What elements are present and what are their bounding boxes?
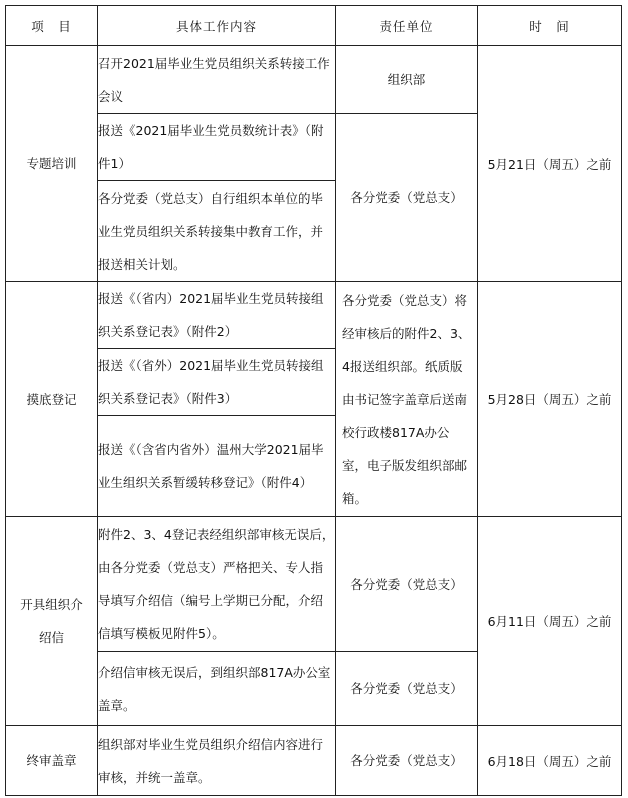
work-cell: 报送《（含省内省外）温州大学2021届毕业生组织关系暂缓转移登记》（附件4） bbox=[98, 416, 336, 517]
time-cell: 5月21日（周五）之前 bbox=[478, 46, 622, 282]
header-unit: 责任单位 bbox=[336, 6, 478, 46]
category-cell: 开具组织介绍信 bbox=[6, 517, 98, 726]
table-row bbox=[6, 282, 622, 349]
table-row bbox=[6, 726, 622, 796]
header-category: 项 目 bbox=[6, 6, 98, 46]
work-cell: 附件2、3、4登记表经组织部审核无误后，由各分党委（党总支）严格把关、专人指导填写介绍信（编号上学期已分配，介绍信填写模板见附件5）。 bbox=[98, 517, 336, 652]
table-row bbox=[6, 517, 622, 652]
category-cell: 专题培训 bbox=[6, 46, 98, 282]
work-cell: 召开2021届毕业生党员组织关系转接工作会议 bbox=[98, 46, 336, 114]
work-cell: 报送《（省外）2021届毕业生党员转接组织关系登记表》（附件3） bbox=[98, 349, 336, 416]
work-cell: 各分党委（党总支）自行组织本单位的毕业生党员组织关系转接集中教育工作，并报送相关计划。 bbox=[98, 181, 336, 282]
unit-cell: 各分党委（党总支） bbox=[336, 517, 478, 652]
work-cell: 报送《2021届毕业生党员数统计表》（附件1） bbox=[98, 114, 336, 181]
category-cell: 摸底登记 bbox=[6, 282, 98, 517]
header-work: 具体工作内容 bbox=[98, 6, 336, 46]
table-header-row bbox=[6, 6, 622, 46]
unit-cell: 各分党委（党总支） bbox=[336, 114, 478, 282]
work-cell: 组织部对毕业生党员组织介绍信内容进行审核，并统一盖章。 bbox=[98, 726, 336, 796]
unit-cell: 各分党委（党总支） bbox=[336, 726, 478, 796]
unit-cell: 各分党委（党总支）将经审核后的附件2、3、4报送组织部。纸质版由书记签字盖章后送南校行政楼817A办公室，电子版发组织部邮箱。 bbox=[336, 282, 478, 517]
time-cell: 5月28日（周五）之前 bbox=[478, 282, 622, 517]
table-row bbox=[6, 46, 622, 114]
schedule-table bbox=[5, 5, 622, 796]
unit-cell: 组织部 bbox=[336, 46, 478, 114]
header-time: 时 间 bbox=[478, 6, 622, 46]
work-cell: 介绍信审核无误后，到组织部817A办公室盖章。 bbox=[98, 652, 336, 726]
time-cell: 6月11日（周五）之前 bbox=[478, 517, 622, 726]
time-cell: 6月18日（周五）之前 bbox=[478, 726, 622, 796]
unit-cell: 各分党委（党总支） bbox=[336, 652, 478, 726]
category-cell: 终审盖章 bbox=[6, 726, 98, 796]
work-cell: 报送《（省内）2021届毕业生党员转接组织关系登记表》（附件2） bbox=[98, 282, 336, 349]
